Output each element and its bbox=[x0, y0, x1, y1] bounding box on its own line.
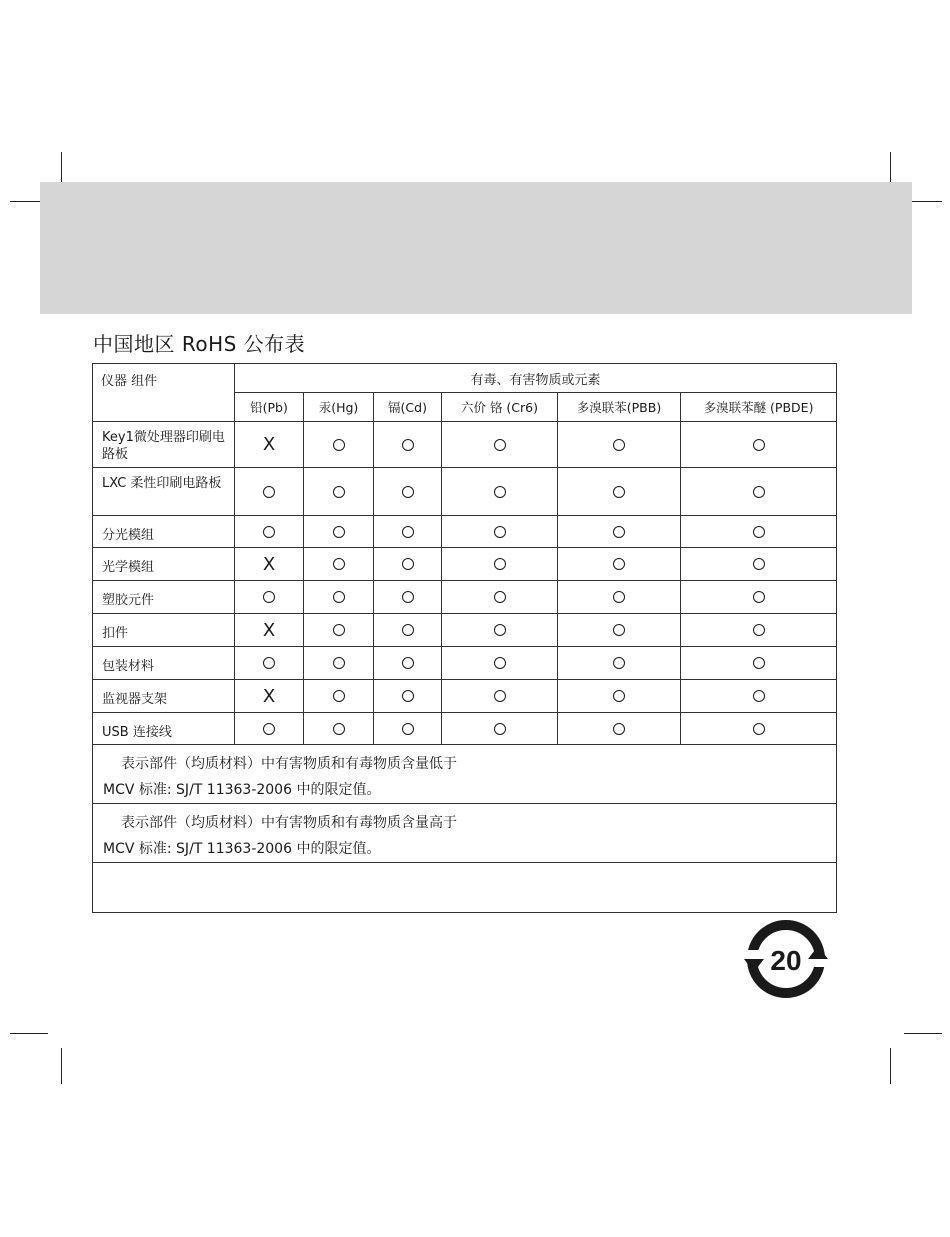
substance-header-0: 铅(Pb) bbox=[235, 393, 304, 422]
substance-mark-cell bbox=[235, 713, 304, 745]
within-limit-mark bbox=[402, 486, 414, 498]
crop-mark-bottom-left-h bbox=[10, 1033, 48, 1034]
substance-mark-cell bbox=[442, 680, 558, 713]
legend-note bbox=[93, 804, 837, 863]
within-limit-mark bbox=[333, 690, 345, 702]
within-limit-mark bbox=[613, 624, 625, 636]
table-row bbox=[93, 422, 837, 468]
exceeds-limit-mark: X bbox=[262, 434, 276, 455]
within-limit-mark bbox=[753, 439, 765, 451]
within-limit-mark bbox=[402, 439, 414, 451]
substance-mark-cell bbox=[374, 713, 442, 745]
within-limit-mark bbox=[494, 486, 506, 498]
substance-mark-cell bbox=[235, 647, 304, 680]
substance-mark-cell bbox=[374, 581, 442, 614]
note-line-2: MCV 标准: SJ/T 11363-2006 中的限定值。 bbox=[103, 841, 381, 857]
exceeds-limit-mark: X bbox=[262, 619, 276, 641]
substance-mark-cell bbox=[558, 581, 681, 614]
substance-mark-cell bbox=[235, 581, 304, 614]
component-name: 扣件 bbox=[93, 614, 235, 647]
substance-mark-cell bbox=[442, 422, 558, 468]
substance-mark-cell bbox=[235, 468, 304, 516]
substance-mark-cell bbox=[304, 713, 374, 745]
substance-mark-cell bbox=[374, 680, 442, 713]
exceeds-limit-mark: X bbox=[262, 553, 276, 575]
substance-mark-cell bbox=[442, 548, 558, 581]
page-title: 中国地区 RoHS 公布表 bbox=[93, 332, 306, 356]
substance-mark-cell bbox=[558, 713, 681, 745]
substance-header-1: 汞(Hg) bbox=[304, 393, 374, 422]
substance-mark-cell bbox=[304, 614, 374, 647]
within-limit-mark bbox=[494, 526, 506, 538]
substance-mark-cell bbox=[681, 468, 837, 516]
substance-mark-cell bbox=[442, 468, 558, 516]
component-name: 分光模组 bbox=[93, 516, 235, 548]
within-limit-mark bbox=[333, 558, 345, 570]
rohs-table-body bbox=[93, 422, 837, 913]
within-limit-mark bbox=[753, 591, 765, 603]
within-limit-mark bbox=[333, 486, 345, 498]
within-limit-mark bbox=[263, 723, 275, 735]
within-limit-mark bbox=[333, 657, 345, 669]
within-limit-mark bbox=[402, 690, 414, 702]
substance-mark-cell bbox=[442, 713, 558, 745]
component-name: 光学模组 bbox=[93, 548, 235, 581]
substance-mark-cell bbox=[681, 581, 837, 614]
within-limit-mark bbox=[263, 526, 275, 538]
table-row bbox=[93, 468, 837, 516]
component-name: Key1微处理器印刷电路板 bbox=[93, 422, 235, 468]
substance-mark-cell bbox=[304, 581, 374, 614]
within-limit-mark bbox=[402, 591, 414, 603]
table-row bbox=[93, 548, 837, 581]
substance-mark-cell bbox=[374, 422, 442, 468]
within-limit-mark bbox=[494, 657, 506, 669]
epup-number: 20 bbox=[770, 945, 802, 976]
within-limit-mark bbox=[333, 723, 345, 735]
within-limit-mark bbox=[263, 486, 275, 498]
substance-mark-cell bbox=[442, 614, 558, 647]
within-limit-mark bbox=[613, 591, 625, 603]
substance-mark-cell bbox=[235, 680, 304, 713]
within-limit-mark bbox=[494, 690, 506, 702]
crop-mark-bottom-right bbox=[890, 1048, 891, 1084]
substance-mark-cell bbox=[374, 468, 442, 516]
within-limit-mark bbox=[753, 624, 765, 636]
note-row bbox=[93, 804, 837, 863]
epup-logo bbox=[742, 918, 834, 1000]
within-limit-mark bbox=[333, 439, 345, 451]
substance-mark-cell bbox=[304, 516, 374, 548]
within-limit-mark bbox=[753, 526, 765, 538]
substance-mark-cell bbox=[558, 468, 681, 516]
substance-mark-cell bbox=[235, 614, 304, 647]
substance-header-2: 镉(Cd) bbox=[374, 393, 442, 422]
within-limit-mark bbox=[753, 690, 765, 702]
substance-mark-cell bbox=[681, 516, 837, 548]
substance-mark-cell bbox=[374, 516, 442, 548]
substance-mark-cell bbox=[374, 548, 442, 581]
within-limit-mark bbox=[613, 723, 625, 735]
within-limit-mark bbox=[402, 558, 414, 570]
within-limit-mark bbox=[753, 657, 765, 669]
component-header: 仪器 组件 bbox=[93, 364, 235, 422]
component-name: USB 连接线 bbox=[93, 713, 235, 745]
substance-mark-cell bbox=[558, 614, 681, 647]
component-name: 监视器支架 bbox=[93, 680, 235, 713]
within-limit-mark bbox=[613, 526, 625, 538]
exceeds-limit-mark: X bbox=[262, 685, 276, 707]
crop-mark-bottom-right-h bbox=[904, 1033, 942, 1034]
table-row bbox=[93, 581, 837, 614]
within-limit-mark bbox=[402, 657, 414, 669]
table-row bbox=[93, 614, 837, 647]
within-limit-mark bbox=[753, 723, 765, 735]
within-limit-mark bbox=[494, 591, 506, 603]
within-limit-mark bbox=[613, 657, 625, 669]
component-name: 包装材料 bbox=[93, 647, 235, 680]
table-row bbox=[93, 647, 837, 680]
within-limit-mark bbox=[333, 591, 345, 603]
within-limit-mark bbox=[613, 486, 625, 498]
table-row bbox=[93, 680, 837, 713]
note-line-1: 表示部件（均质材料）中有害物质和有毒物质含量高于 bbox=[121, 815, 457, 831]
note-line-2: MCV 标准: SJ/T 11363-2006 中的限定值。 bbox=[103, 782, 381, 798]
substance-mark-cell bbox=[304, 548, 374, 581]
substance-mark-cell bbox=[681, 614, 837, 647]
substance-mark-cell bbox=[304, 680, 374, 713]
substance-header-5: 多溴联苯醚 (PBDE) bbox=[681, 393, 837, 422]
substance-mark-cell bbox=[374, 614, 442, 647]
within-limit-mark bbox=[402, 624, 414, 636]
substance-mark-cell bbox=[304, 468, 374, 516]
within-limit-mark bbox=[333, 526, 345, 538]
substance-header-4: 多溴联苯(PBB) bbox=[558, 393, 681, 422]
within-limit-mark bbox=[494, 624, 506, 636]
substance-group-header: 有毒、有害物质或元素 bbox=[235, 364, 837, 393]
component-name: LXC 柔性印刷电路板 bbox=[93, 468, 235, 516]
substance-mark-cell bbox=[442, 647, 558, 680]
substance-mark-cell bbox=[235, 516, 304, 548]
within-limit-mark bbox=[263, 657, 275, 669]
crop-mark-bottom-left bbox=[61, 1048, 62, 1084]
table-row bbox=[93, 516, 837, 548]
header-band bbox=[40, 182, 912, 314]
substance-mark-cell bbox=[374, 647, 442, 680]
substance-mark-cell bbox=[442, 516, 558, 548]
substance-mark-cell bbox=[558, 680, 681, 713]
within-limit-mark bbox=[402, 526, 414, 538]
within-limit-mark bbox=[402, 723, 414, 735]
substance-mark-cell bbox=[235, 548, 304, 581]
substance-mark-cell bbox=[235, 422, 304, 468]
substance-mark-cell bbox=[558, 548, 681, 581]
within-limit-mark bbox=[753, 558, 765, 570]
component-name: 塑胶元件 bbox=[93, 581, 235, 614]
substance-mark-cell bbox=[558, 422, 681, 468]
substance-mark-cell bbox=[681, 647, 837, 680]
within-limit-mark bbox=[494, 723, 506, 735]
substance-mark-cell bbox=[558, 647, 681, 680]
within-limit-mark bbox=[613, 439, 625, 451]
substance-mark-cell bbox=[558, 516, 681, 548]
within-limit-mark bbox=[494, 558, 506, 570]
substance-mark-cell bbox=[442, 581, 558, 614]
rohs-table bbox=[92, 363, 837, 913]
note-row bbox=[93, 745, 837, 804]
substance-mark-cell bbox=[304, 422, 374, 468]
substance-mark-cell bbox=[681, 548, 837, 581]
note-line-1: 表示部件（均质材料）中有害物质和有毒物质含量低于 bbox=[121, 756, 457, 772]
within-limit-mark bbox=[613, 558, 625, 570]
within-limit-mark bbox=[613, 690, 625, 702]
within-limit-mark bbox=[333, 624, 345, 636]
table-row bbox=[93, 713, 837, 745]
substance-header-3: 六价 铬 (Cr6) bbox=[442, 393, 558, 422]
within-limit-mark bbox=[494, 439, 506, 451]
empty-row bbox=[93, 863, 837, 913]
within-limit-mark bbox=[263, 591, 275, 603]
empty-cell bbox=[93, 863, 837, 913]
substance-mark-cell bbox=[681, 422, 837, 468]
substance-mark-cell bbox=[681, 713, 837, 745]
substance-mark-cell bbox=[681, 680, 837, 713]
legend-note bbox=[93, 745, 837, 804]
within-limit-mark bbox=[753, 486, 765, 498]
substance-mark-cell bbox=[304, 647, 374, 680]
